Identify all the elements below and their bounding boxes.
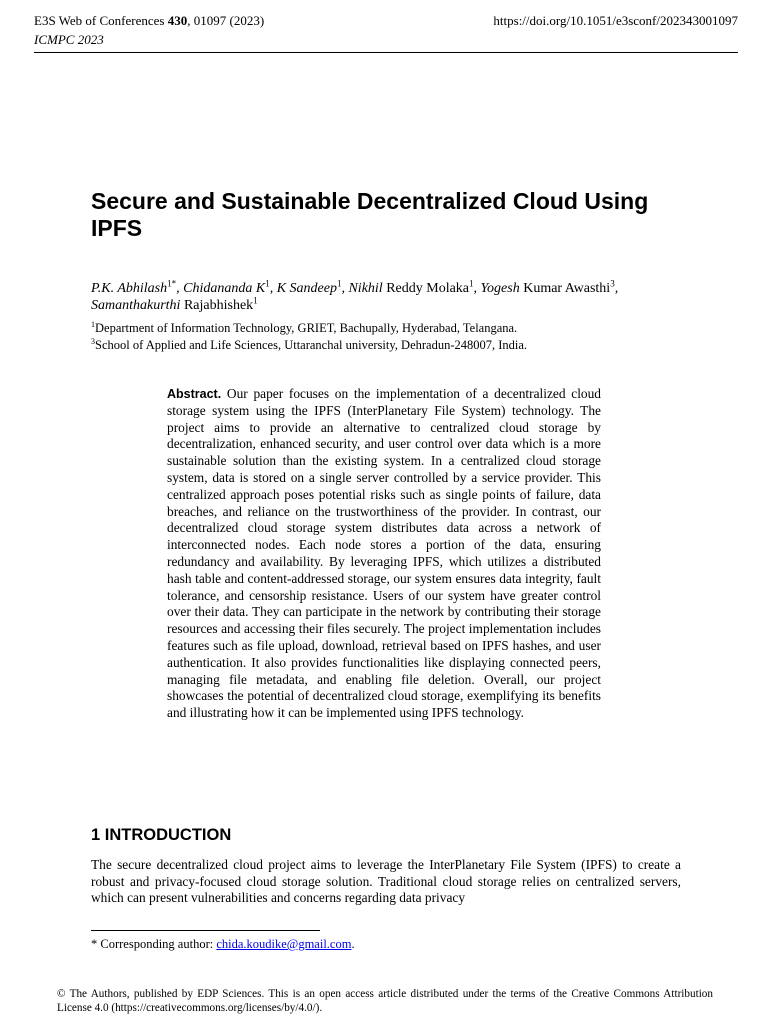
abstract-label: Abstract.	[167, 387, 222, 401]
footnote-divider	[91, 930, 320, 931]
license-notice: © The Authors, published by EDP Sciences. This is an open access article distributed under the terms of the Creative Commons Attribution License 4.0 (https://creativecommons.org/licenses/by/4.0/).	[57, 988, 713, 1014]
introduction-text: The secure decentralized cloud project aims to leverage the InterPlanetary File System (IPFS) to create a robust and privacy-focused cloud storage solution. Traditional cloud storage relies on centralized servers, which can present vulnerabilities and concerns regarding data privacy	[91, 857, 681, 906]
doi-link[interactable]: https://doi.org/10.1051/e3sconf/202343001097	[493, 13, 738, 28]
author-affiliation-marker: 1	[336, 278, 342, 289]
author-name-rest: Rajabhishek	[180, 298, 254, 313]
affiliation-1	[91, 320, 517, 336]
abstract-text: Our paper focuses on the implementation of a decentralized cloud storage system using the IPFS (InterPlanetary File System) technology. The project aims to provide an alternative to centralized cloud storage by decentralization, enhanced security, and user control over data which is a more sustainable solution than the existing system. In a centralized cloud storage system, data is stored on a single server controlled by a service provider. This centralized approach poses potential risks such as single points of failure, data breaches, and reliance on the trustworthiness of the provider. In contrast, our decentralized cloud storage system distributes data across a network of interconnected nodes. Each node stores a portion of the data, ensuring redundancy and availability. By leveraging IPFS, which utilizes a distributed hash table and content-addressed storage, our system ensures data integrity, fault tolerance, and censorship resistance. Users of our system have greater control over their data. They can participate in the network by contributing their storage resources and accessing their files securely. The project implementation includes features such as file upload, download, retrieval based on IPFS hashes, and user authentication. It also provides functionalities like displaying connected peers, managing file metadata, and enabling file deletion. Overall, our project showcases the potential of decentralized cloud storage, exemplifying its benefits and illustrating how it can be implemented using IPFS technology.	[167, 386, 601, 721]
author-name: Yogesh	[480, 281, 520, 296]
author-name-rest: Kumar Awasthi	[519, 281, 611, 296]
corresponding-email-link[interactable]: chida.koudike@gmail.com	[216, 937, 352, 951]
author-name-rest: Reddy Molaka	[382, 281, 470, 296]
corresponding-author-footnote	[91, 936, 355, 952]
header-divider	[34, 52, 738, 53]
author-separator: ,	[176, 281, 184, 296]
author-2	[183, 278, 277, 296]
author-separator: ,	[473, 281, 481, 296]
abstract	[167, 386, 601, 722]
author-name: Nikhil	[348, 281, 383, 296]
footnote-prefix: * Corresponding author:	[91, 937, 217, 951]
article-number: , 01097 (2023)	[187, 13, 265, 28]
journal-citation	[34, 11, 264, 30]
affiliation-3-text: School of Applied and Life Sciences, Uttaranchal university, Dehradun-248007, India.	[95, 338, 528, 352]
author-3	[276, 278, 349, 296]
journal-volume: 430	[167, 13, 188, 28]
paper-title: Secure and Sustainable Decentralized Cloud Using IPFS	[91, 188, 649, 241]
author-list	[91, 280, 651, 314]
author-1	[91, 278, 184, 296]
affiliation-3	[91, 337, 527, 353]
affiliation-3-marker: 3	[91, 336, 95, 346]
author-affiliation-marker: 1	[469, 278, 474, 289]
author-affiliation-marker: 3	[610, 278, 615, 289]
author-name: Samanthakurthi	[91, 298, 181, 313]
author-affiliation-marker: 1	[253, 295, 258, 306]
author-name: K Sandeep	[276, 281, 337, 296]
affiliation-1-text: Department of Information Technology, GRIET, Bachupally, Hyderabad, Telangana.	[95, 321, 518, 335]
author-5	[480, 278, 619, 296]
journal-name: E3S Web of Conferences	[34, 13, 165, 28]
affiliation-1-marker: 1	[91, 319, 95, 329]
author-name: P.K. Abhilash	[91, 281, 168, 296]
author-separator: ,	[341, 281, 349, 296]
section-heading-introduction: 1 INTRODUCTION	[91, 826, 232, 844]
author-name: Chidananda K	[183, 281, 266, 296]
running-header-left	[34, 11, 264, 49]
author-6	[91, 295, 258, 313]
conference-name: ICMPC 2023	[34, 32, 104, 47]
author-separator: ,	[269, 281, 277, 296]
author-affiliation-marker: 1*	[167, 278, 177, 289]
footnote-suffix: .	[351, 937, 355, 951]
author-4	[348, 278, 481, 296]
author-separator: ,	[614, 281, 619, 296]
author-affiliation-marker: 1	[265, 278, 270, 289]
